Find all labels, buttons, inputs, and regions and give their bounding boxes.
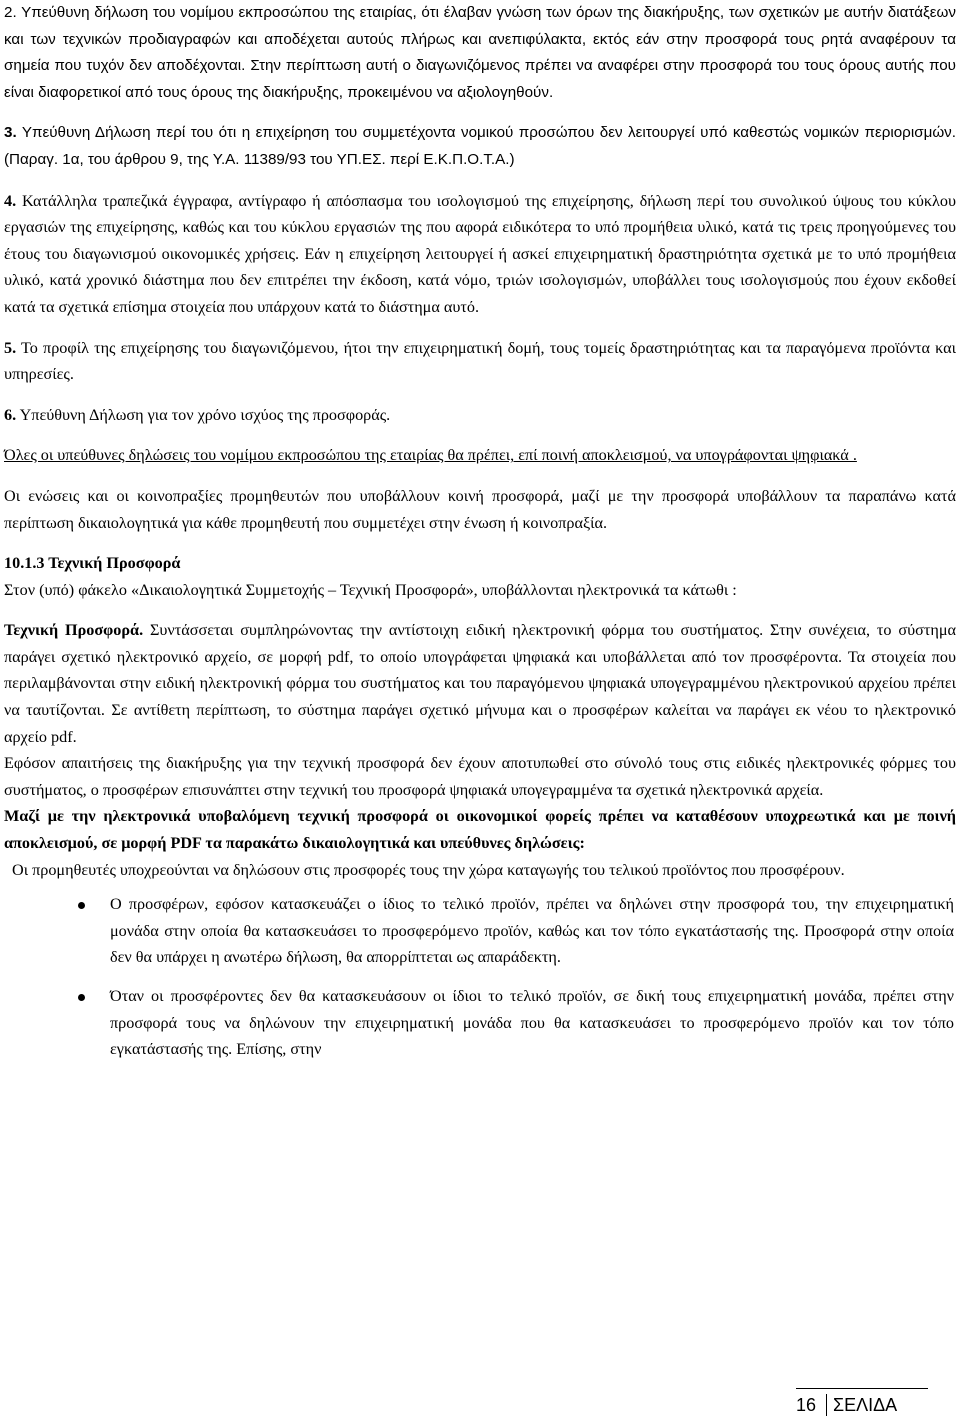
item-3-text: Υπεύθυνη Δήλωση περί του ότι η επιχείρηση του συμμετέχοντα νομικού προσώπου δεν λειτουργεί υπό καθεστώς νομικών περιορισμών. (Παραγ. 1α, του άρθρου 9, της Υ.Α. 11389/93 του ΥΠ.ΕΣ. περί Ε.Κ.Π.Ο.Τ.Α.) [4,124,956,168]
unions-paragraph: Οι ενώσεις και οι κοινοπραξίες προμηθευτών που υποβάλλουν κοινή προσφορά, μαζί με την προσφορά υποβάλλουν τα παραπάνω κατά περίπτωση δικαιολογητικά για κάθε προμηθευτή που συμμετέχει στην ένωση ή κοινοπραξία. [4,486,956,532]
footer-separator [826,1394,827,1416]
list-item [4,891,956,971]
technical-offer-additional: Εφόσον απαιτήσεις της διακήρυξης για την τεχνική προσφορά δεν έχουν αποτυπωθεί στο σύνολό τους στις ειδικές ηλεκτρονικές φόρμες του συστήματος, ο προσφέρων επισυνάπτει στην τεχνική του προσφορά ψηφιακά υπογεγραμμένα τα σχετικά ηλεκτρονικά αρχεία. [4,754,956,799]
bullet-icon [78,994,85,1001]
page-label: ΣΕΛΙΔΑ [833,1395,898,1415]
item-2-continuation: Στην περίπτωση αυτή ο διαγωνιζόμενος πρέπει να αναφέρει στην προσφορά του τους όρους αυτής που είναι διαφορετικοί από τους όρους της διακήρυξης, προκειμένου να αξιολογηθούν. [4,57,956,101]
technical-offer-label: Τεχνική Προσφορά. [4,621,144,640]
item-4-number: 4. [4,191,17,210]
technical-offer-body: Συντάσσεται συμπληρώνοντας την αντίστοιχη ειδική ηλεκτρονική φόρμα του συστήματος. Στην συνέχεια, το σύστημα παράγει σχετικό ηλεκτρονικό αρχείο, σε μορφή pdf, το οποίο υπογράφεται ψηφιακά και υποβάλλεται από τον προσφέροντα. Τα στοιχεία που περιλαμβάνονται στην ειδική ηλεκτρονική φόρμα του συστήματος και του παραγόμενου ψηφιακά υπογεγραμμένου ηλεκτρονικού αρχείου πρέπει να ταυτίζονται. Σε αντίθετη περίπτωση, το σύστημα παράγει σχετικό μήνυμα και ο προσφέρων καλείται να παράγει εκ νέου το ηλεκτρονικό αρχείο pdf. [4,621,956,746]
page-footer [0,1384,960,1419]
bullet-icon [78,902,85,909]
item-6-paragraph [4,402,956,429]
item-2-text: 2. Υπεύθυνη δήλωση του νομίμου εκπροσώπου της εταιρίας, ότι έλαβαν γνώση των όρων της διακήρυξης, των σχετικών με αυτήν διατάξεων και των τεχνικών προδιαγραφών και αποδέχεται αυτούς πλήρως και ανεπιφύλακτα, εκτός εάν στην προσφορά τους ρητά αναφέρουν τα σημεία που τυχόν δεν αποδέχονται. [4,4,956,75]
list-item-text: Όταν οι προσφέροντες δεν θα κατασκευάσουν οι ίδιοι το τελικό προϊόν, σε δική τους επιχειρηματική μονάδα, πρέπει στην προσφορά τους να δηλώνουν την επιχειρηματική μονάδα που θα κατασκευάσει το προσφερόμενο προϊόν και τον τόπο εγκατάστασής της. Επίσης, στην [110,987,954,1059]
section-heading-text: 10.1.3 Τεχνική Προσφορά [4,554,181,573]
bold-requirement [4,803,956,856]
item-4-paragraph [4,188,956,321]
bold-requirement-text: Μαζί με την ηλεκτρονικά υποβαλόμενη τεχνική προσφορά οι οικονομικοί φορείς πρέπει να καταθέσουν υποχρεωτικά και με ποινή αποκλεισμού, σε μορφή PDF τα παρακάτω δικαιολογητικά και υπεύθυνες δηλώσεις: [4,807,956,853]
page-number: 16 [796,1395,817,1415]
item-3-paragraph [4,120,956,173]
item-5-paragraph [4,335,956,388]
footer-rule [796,1388,928,1389]
signature-note: Όλες οι υπεύθυνες δηλώσεις του νομίμου εκπροσώπου της εταιρίας θα πρέπει, επί ποινή αποκλεισμού, να υπογράφονται ψηφιακά . [4,446,857,465]
suppliers-intro: Οι προμηθευτές υποχρεούνται να δηλώσουν στις προσφορές τους την χώρα καταγωγής του τελικού προϊόντος που προσφέρουν. [12,860,845,879]
item-2-paragraph [4,0,956,106]
technical-offer-paragraph [4,617,956,750]
item-5-number: 5. [4,338,17,357]
item-4-text: Κατάλληλα τραπεζικά έγγραφα, αντίγραφο ή απόσπασμα του ισολογισμού της επιχείρησης, δήλωση περί του συνολικού ύψους του κύκλου εργασιών της επιχείρησης, καθώς και του κύκλου εργασιών της που αφορά ειδικότερα το υπό προμήθεια υλικό, κατά τις τρεις προηγούμενες του έτους του διαγωνισμού οικονομικές χρήσεις. Εάν η επιχείρηση λειτουργεί ή ασκεί επιχειρηματική δραστηριότητα σχετικά με το υπό προμήθεια υλικό, κατά χρονικό διάστημα που δεν επιτρέπει την έκδοση, κατά νόμο, τριών ισολογισμών, υποβάλλει τους ισολογισμούς που έχουν εκδοθεί κατά τα σχετικά επίσημα στοιχεία που υπάρχουν κατά το διάστημα αυτό. [4,191,956,316]
declarations-list [4,891,956,1063]
list-item [4,983,956,1063]
list-item-text: Ο προσφέρων, εφόσον κατασκευάζει ο ίδιος το τελικό προϊόν, πρέπει να δηλώνει στην προσφορά του, την επιχειρηματική μονάδα στην οποία θα κατασκευάσει το προσφερόμενο προϊόν, καθώς και τον τόπο εγκατάστασής της. Προσφορά στην οποία δεν θα υπάρχει η ανωτέρω δήλωση, θα απορρίπτεται ως απαράδεκτη. [110,895,954,967]
item-6-text: Υπεύθυνη Δήλωση για τον χρόνο ισχύος της προσφοράς. [19,405,391,424]
section-heading [4,550,956,577]
item-5-text: Το προφίλ της επιχείρησης του διαγωνιζόμενου, ήτοι την επιχειρηματική δομή, τους τομείς δραστηριότητας και τα παραγόμενα προϊόντα και υπηρεσίες. [4,338,956,384]
section-intro: Στον (υπό) φάκελο «Δικαιολογητικά Συμμετοχής – Τεχνική Προσφορά», υποβάλλονται ηλεκτρονικά τα κάτωθι : [4,580,737,599]
item-6-number: 6. [4,405,17,424]
item-3-number: 3. [4,124,17,142]
